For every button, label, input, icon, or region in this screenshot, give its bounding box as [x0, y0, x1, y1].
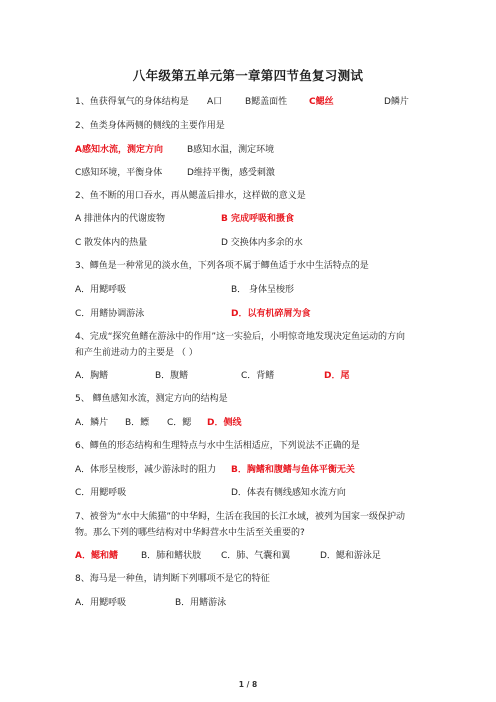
page-number: 1 / 8	[238, 680, 258, 689]
option-d-answer: D．尾	[324, 371, 350, 381]
option-c: C．鳃	[167, 418, 192, 428]
page-title: 八年级第五单元第一章第四节鱼复习测试	[132, 68, 364, 83]
option-b: B鳃盖面性	[245, 97, 288, 107]
option-c: C．用鳃呼吸	[75, 488, 127, 498]
option-d: D．鳃和游泳足	[320, 551, 381, 561]
option-c: C．肺、气囊和翼	[221, 551, 291, 561]
option-c: C感知环境，平衡身体	[75, 168, 163, 178]
option-c-answer: C鳃丝	[309, 97, 334, 107]
option-b: B．用鳍游泳	[175, 598, 227, 608]
question-stem-line2: 和产生前进动力的主要是 （ ）	[75, 348, 198, 358]
option-b-answer: B 完成呼吸和摄食	[221, 214, 294, 224]
question-stem-line2: 物。那么下列的哪些结构对中华鲟营水中生活至关重要的?	[75, 528, 305, 538]
question-stem: 2、鱼不断的用口吞水，再从鳃盖后排水，这样做的意义是	[75, 191, 306, 201]
option-d: D．体表有侧线感知水流方向	[231, 488, 346, 498]
question-stem: 5、 鲫鱼感知水流，测定方向的结构是	[75, 394, 228, 404]
option-d: D 交换体内多余的水	[221, 238, 303, 248]
option-a-answer: A．鳃和鳍	[75, 551, 118, 561]
option-a: A口	[207, 97, 223, 107]
option-b: B． 身体呈梭形	[231, 285, 295, 295]
option-b-answer: B．胸鳍和腹鳍与鱼体平衡无关	[231, 465, 355, 475]
option-c: C 散发体内的热量	[75, 238, 148, 248]
option-a: A．体形呈梭形，减少游泳时的阻力	[75, 465, 217, 475]
option-a: A．鳞片	[75, 418, 109, 428]
question-stem: 1、鱼获得氧气的身体结构是	[75, 97, 189, 107]
option-d: D鳞片	[384, 97, 409, 107]
question-stem: 8、海马是一种鱼，请判断下列哪项不是它的特征	[75, 574, 270, 584]
option-b: B感知水温，测定环境	[187, 145, 275, 155]
option-a: A 排泄体内的代谢废物	[75, 214, 166, 224]
question-stem-line1: 7、被誉为“水中大熊猫”的中华鲟，生活在我国的长江水域，被列为国家一级保护动	[75, 512, 406, 522]
question-stem-line1: 4、完成“探究鱼鳍在游泳中的作用”这一实验后，小明惊奇地发现决定鱼运动的方向	[75, 332, 406, 342]
option-d: D维持平衡，感受刺激	[187, 168, 275, 178]
question-stem: 6、鲫鱼的形态结构和生理特点与水中生活相适应，下列说法不正确的是	[75, 441, 360, 451]
option-d-answer: D．侧线	[207, 418, 242, 428]
option-d-answer: D．以有机碎屑为食	[231, 309, 311, 319]
question-stem: 3、鲫鱼是一种常见的淡水鱼，下列各项不属于鲫鱼适于水中生活特点的是	[75, 261, 369, 271]
option-b: B．鳔	[125, 418, 150, 428]
option-c: C．背鳍	[241, 371, 275, 381]
option-b: B．腹鳍	[155, 371, 189, 381]
option-a: A．胸鳍	[75, 371, 109, 381]
option-a: A．用鳃呼吸	[75, 598, 127, 608]
question-stem: 2、鱼类身体两侧的侧线的主要作用是	[75, 121, 225, 131]
option-a-answer: A感知水流，测定方向	[75, 145, 163, 155]
option-c: C．用鳍协调游泳	[75, 309, 145, 319]
option-a: A．用鳃呼吸	[75, 285, 127, 295]
option-b: B．肺和鳍状肢	[141, 551, 202, 561]
